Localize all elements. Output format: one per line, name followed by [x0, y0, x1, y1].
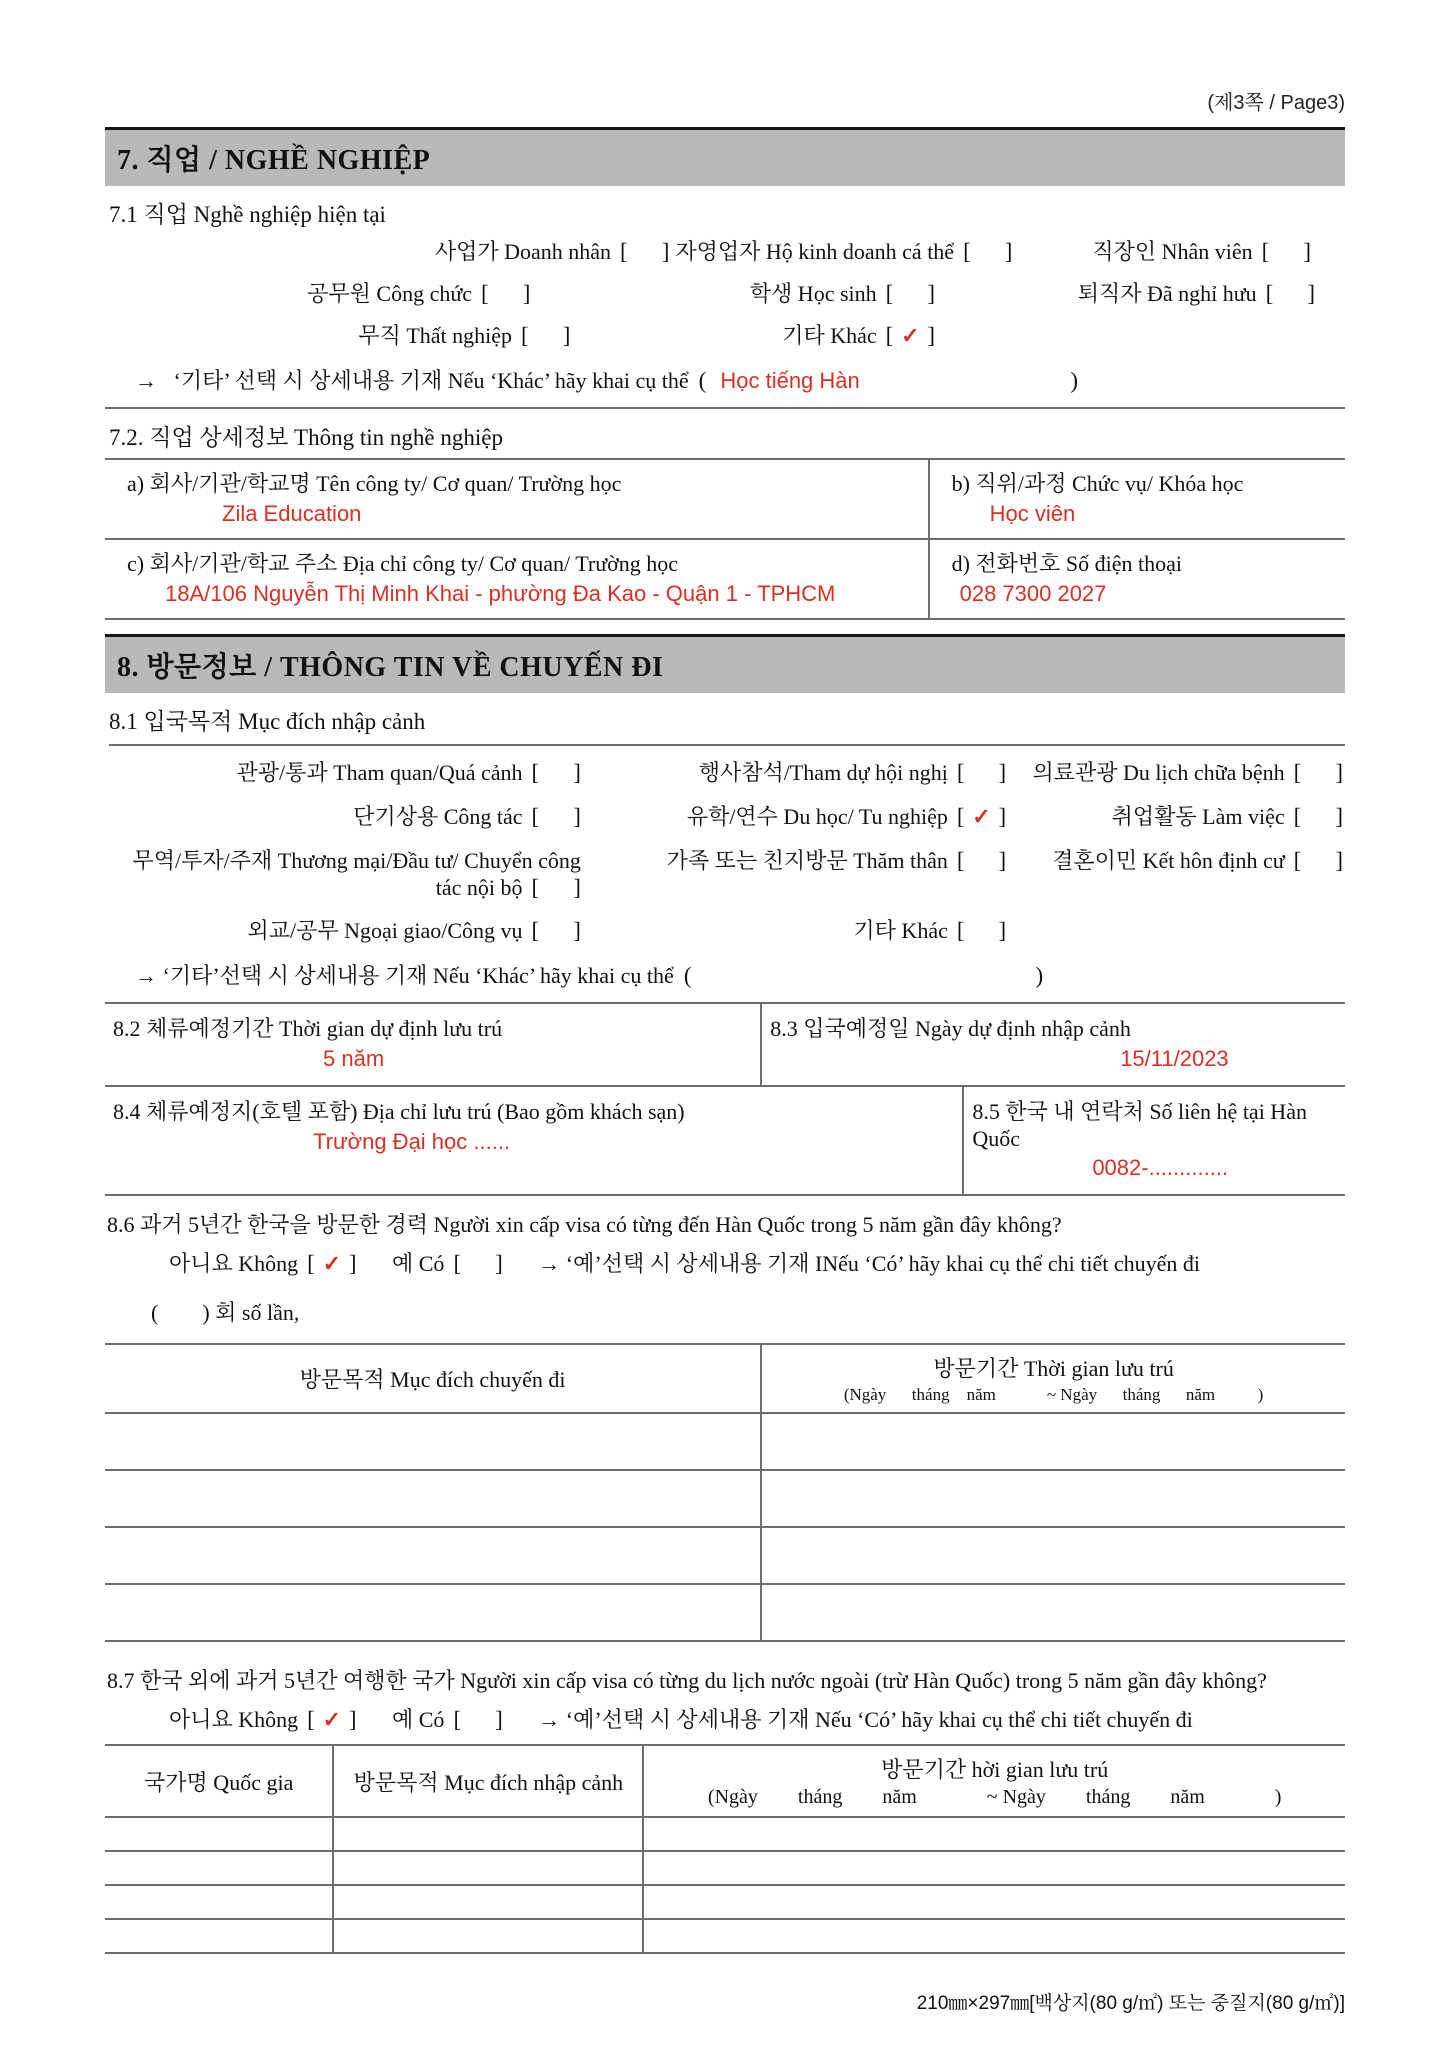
- visit-period-cell[interactable]: [762, 1471, 1345, 1528]
- visit-purpose-cell[interactable]: [105, 1414, 762, 1471]
- section8-header: 8. 방문정보 / THÔNG TIN VỀ CHUYẾN ĐI: [105, 634, 1345, 693]
- position-cell: [930, 460, 1345, 540]
- option-yes[interactable]: 예 Có [ ]: [392, 1707, 503, 1732]
- travel-purpose-cell[interactable]: [334, 1818, 644, 1852]
- option-businessman[interactable]: 사업가 Doanh nhân [ ]: [434, 239, 670, 264]
- visit-period-cell[interactable]: [762, 1585, 1345, 1642]
- option-civil-servant[interactable]: 공무원 Công chức [ ]: [307, 281, 531, 306]
- visit-purpose-cell[interactable]: [105, 1471, 762, 1528]
- option-business-trip[interactable]: 단기상용 Công tác [ ]: [353, 804, 581, 829]
- empty-cell: [1010, 914, 1345, 945]
- option-unemployed[interactable]: 무직 Thất nghiệp [ ]: [358, 323, 571, 348]
- checkbox-mark: ✓: [901, 323, 920, 348]
- company-address-label: c) 회사/기관/학교 주소 Địa chỉ công ty/ Cơ quan/ Trường học: [127, 551, 679, 576]
- phone-cell: [930, 540, 1345, 618]
- q72-label: 7.2. 직업 상세정보 Thông tin nghề nghiệp: [109, 425, 503, 450]
- travel-period-cell[interactable]: [644, 1818, 1345, 1852]
- stay-period-row: [105, 1004, 1345, 1087]
- phone-label: d) 전화번호 Số điện thoại: [951, 551, 1183, 576]
- stay-duration-cell: [105, 1004, 762, 1085]
- stay-address-value[interactable]: Trường Đại học ......: [313, 1129, 511, 1154]
- empty-cell: [973, 319, 1345, 350]
- option-trade-investment-transfer[interactable]: 무역/투자/주재 Thương mại/Đầu tư/ Chuyển công tác nội bộ [ ]: [132, 848, 581, 900]
- country-cell[interactable]: [105, 1818, 334, 1852]
- company-address-cell: [105, 540, 930, 618]
- visit-period-header: 방문기간 Thời gian lưu trú (Ngày tháng năm ~ Ngày tháng năm ): [762, 1345, 1345, 1414]
- position-label: b) 직위/과정 Chức vụ/ Khóa học: [951, 471, 1244, 496]
- note-text: → ‘기타’ 선택 시 상세내용 기재 Nếu ‘Khác’ hãy khai cụ thể: [135, 368, 689, 393]
- checkbox-mark: ✓: [322, 1251, 342, 1276]
- travel-period-cell[interactable]: [644, 1886, 1345, 1920]
- option-other-purpose[interactable]: 기타 Khác [ ]: [853, 918, 1007, 943]
- q71-label: 7.1 직업 Nghề nghiệp hiện tại: [109, 202, 386, 227]
- q87-arrow-note: → ‘예’선택 시 상세내용 기재 Nếu ‘Có’ hãy khai cụ thể chi tiết chuyến đi: [538, 1707, 1193, 1732]
- option-study-training[interactable]: 유학/연수 Du học/ Tu nghiệp [ ✓ ]: [686, 804, 1007, 829]
- q87-question: 8.7 한국 외에 과거 5년간 여행한 국가 Người xin cấp visa có từng du lịch nước ngoài (trừ Hàn Quốc) trong 5 năm gần đây không?: [107, 1668, 1267, 1693]
- entry-date-value[interactable]: 15/11/2023: [1120, 1046, 1229, 1071]
- option-no[interactable]: 아니요 Không [ ✓ ]: [169, 1251, 357, 1276]
- company-name-label: a) 회사/기관/학교명 Tên công ty/ Cơ quan/ Trường học: [127, 471, 622, 496]
- option-no[interactable]: 아니요 Không [ ✓ ]: [169, 1707, 357, 1732]
- country-cell[interactable]: [105, 1920, 334, 1954]
- q86-arrow-note: → ‘예’선택 시 상세내용 기재 INếu ‘Có’ hãy khai cụ thể chi tiết chuyến đi: [538, 1251, 1201, 1276]
- entry-date-label: 8.3 입국예정일 Ngày dự định nhập cảnh: [770, 1016, 1131, 1041]
- visit-purpose-header: 방문목적 Mục đích chuyến đi: [105, 1345, 762, 1414]
- q87-yes-no-line: [169, 1703, 1345, 1734]
- option-other-occupation[interactable]: 기타 Khác [ ✓ ]: [782, 323, 935, 348]
- korea-visit-table: [105, 1343, 1345, 1642]
- q86-visit-count[interactable]: ( ) 회 số lần,: [151, 1300, 300, 1325]
- option-self-employed[interactable]: 자영업자 Hộ kinh doanh cá thể [ ]: [675, 239, 1013, 264]
- visit-period-cell[interactable]: [762, 1414, 1345, 1471]
- position-value[interactable]: Học viên: [989, 501, 1076, 526]
- travel-purpose-header: 방문목적 Mục đích nhập cảnh: [334, 1746, 644, 1818]
- option-event-conference[interactable]: 행사참석/Tham dự hội nghị [ ]: [698, 760, 1007, 785]
- section7-header: 7. 직업 / NGHỀ NGHIỆP: [105, 127, 1345, 186]
- purpose-other-note: → ‘기타’선택 시 상세내용 기재 Nếu ‘Khác’ hãy khai cụ thể ( ): [105, 957, 1345, 1004]
- phone-value[interactable]: 028 7300 2027: [959, 581, 1107, 606]
- option-yes[interactable]: 예 Có [ ]: [392, 1251, 503, 1276]
- option-marriage-immigration[interactable]: 결혼이민 Kết hôn định cư [ ]: [1052, 848, 1343, 873]
- option-work[interactable]: 취업활동 Làm việc [ ]: [1111, 804, 1343, 829]
- checkbox-mark: ✓: [972, 804, 991, 829]
- company-name-cell: [105, 460, 930, 540]
- travel-period-cell[interactable]: [644, 1852, 1345, 1886]
- option-medical-tourism[interactable]: 의료관광 Du lịch chữa bệnh [ ]: [1032, 760, 1343, 785]
- visit-purpose-cell[interactable]: [105, 1585, 762, 1642]
- q81-label: 8.1 입국목적 Mục đích nhập cảnh: [109, 703, 1345, 746]
- option-diplomacy-official[interactable]: 외교/공무 Ngoại giao/Công vụ [ ]: [247, 918, 581, 943]
- travel-period-header: 방문기간 hời gian lưu trú (Ngày tháng năm ~ Ngày tháng năm ): [644, 1746, 1345, 1818]
- company-name-value[interactable]: Zila Education: [222, 501, 362, 526]
- occupation-other-note: → ‘기타’ 선택 시 상세내용 기재 Nếu ‘Khác’ hãy khai cụ thể ( Học tiếng Hàn ): [105, 362, 1345, 409]
- paper-spec-footnote: 210㎜×297㎜[백상지(80 g/㎡) 또는 중질지(80 g/㎡)]: [916, 1993, 1345, 2014]
- option-employee[interactable]: 직장인 Nhân viên [ ]: [1092, 239, 1311, 264]
- entry-date-cell: [762, 1004, 1345, 1085]
- visit-period-cell[interactable]: [762, 1528, 1345, 1585]
- korea-contact-value[interactable]: 0082-.............: [1092, 1155, 1229, 1180]
- korea-contact-label: 8.5 한국 내 연락처 Số liên hệ tại Hàn Quốc: [972, 1099, 1307, 1151]
- option-tourism-transit[interactable]: 관광/통과 Tham quan/Quá cảnh [ ]: [236, 760, 581, 785]
- option-student[interactable]: 학생 Học sinh [ ]: [749, 281, 935, 306]
- travel-period-cell[interactable]: [644, 1920, 1345, 1954]
- occupation-options: [105, 235, 1345, 350]
- occupation-detail-table: [105, 458, 1345, 620]
- stay-address-label: 8.4 체류예정지(호텔 포함) Địa chỉ lưu trú (Bao gồm khách sạn): [113, 1099, 685, 1124]
- company-address-value[interactable]: 18A/106 Nguyễn Thị Minh Khai - phường Đa Kao - Quận 1 - TPHCM: [165, 581, 836, 606]
- note-text: → ‘기타’선택 시 상세내용 기재 Nếu ‘Khác’ hãy khai cụ thể: [135, 963, 674, 988]
- option-family-friends-visit[interactable]: 가족 또는 친지방문 Thăm thân [ ]: [666, 848, 1007, 873]
- q86-question: 8.6 과거 5년간 한국을 방문한 경력 Người xin cấp visa có từng đến Hàn Quốc trong 5 năm gần đây không?: [107, 1212, 1062, 1237]
- option-retired[interactable]: 퇴직자 Đã nghỉ hưu [ ]: [1077, 281, 1315, 306]
- page-marker: (제3쪽 / Page3): [1207, 92, 1345, 114]
- stay-duration-label: 8.2 체류예정기간 Thời gian dự định lưu trú: [113, 1016, 503, 1041]
- country-header: 국가명 Quốc gia: [105, 1746, 334, 1818]
- travel-purpose-cell[interactable]: [334, 1852, 644, 1886]
- stay-duration-value[interactable]: 5 năm: [323, 1046, 385, 1071]
- country-cell[interactable]: [105, 1886, 334, 1920]
- country-cell[interactable]: [105, 1852, 334, 1886]
- occupation-other-value[interactable]: Học tiếng Hàn: [720, 368, 860, 393]
- travel-purpose-cell[interactable]: [334, 1920, 644, 1954]
- q86-yes-no-line: [169, 1247, 1345, 1278]
- entry-purpose-options: [105, 756, 1345, 945]
- korea-contact-cell: [964, 1087, 1345, 1194]
- checkbox-mark: ✓: [322, 1707, 342, 1732]
- visit-purpose-cell[interactable]: [105, 1528, 762, 1585]
- travel-purpose-cell[interactable]: [334, 1886, 644, 1920]
- stay-address-cell: [105, 1087, 964, 1194]
- overseas-travel-table: [105, 1744, 1345, 1954]
- stay-address-row: [105, 1087, 1345, 1196]
